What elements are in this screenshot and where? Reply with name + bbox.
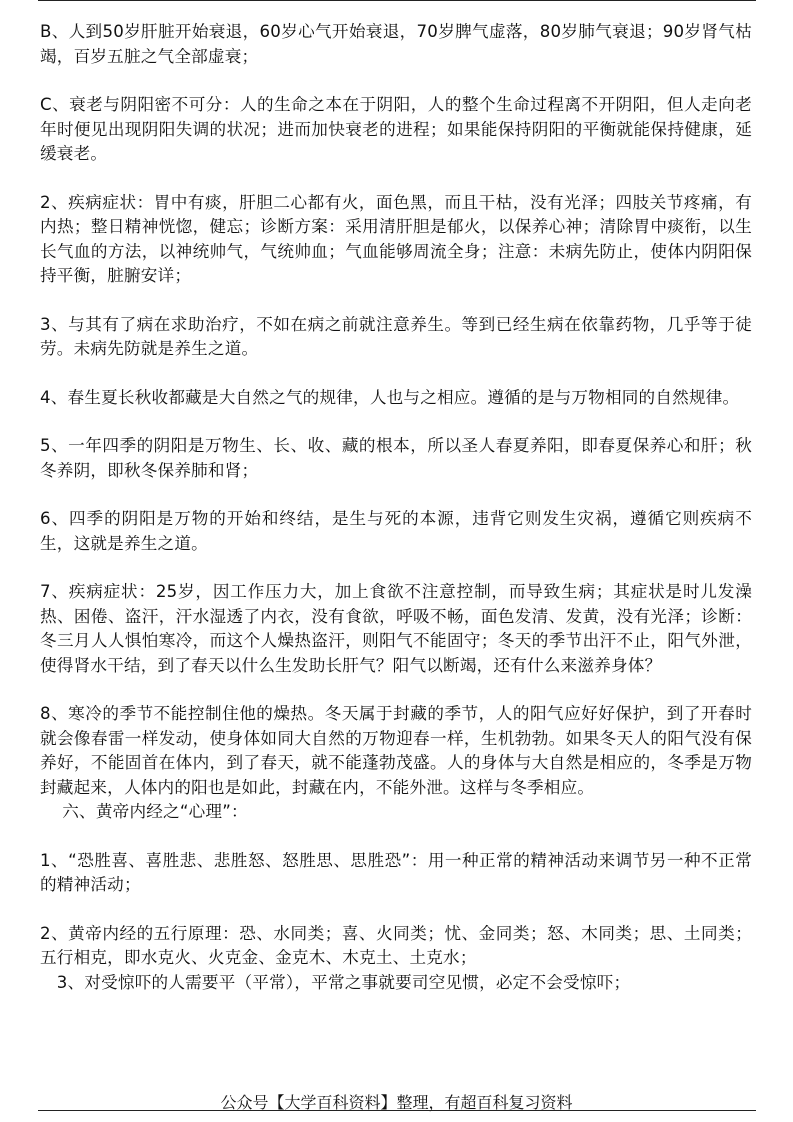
paragraph-3-fright: 3、对受惊吓的人需要平（平常），平常之事就要司空见惯，必定不会受惊吓； xyxy=(40,972,631,992)
paragraph-5-four-seasons: 5、一年四季的阴阳是万物生、长、收、藏的根本，所以圣人春夏养阳，即春夏保养心和肝；秋冬养阴，即秋冬保养肺和肾； xyxy=(40,436,752,480)
paragraph-8-winter: 8、寒冷的季节不能控制住他的燥热。冬天属于封藏的季节，人的阳气应好好保护，到了开春时就会像春雷一样发动，使身体如同大自然的万物迎春一样，生机勃勃。如果冬天人的阳气没有保养好，不能固首在体内，到了春天，就不能蓬勃茂盛。人的身体与大自然是相应的，冬季是万物封藏起来，人体内的阳也是如此，封藏在内，不能外泄。这样与冬季相应。 xyxy=(40,704,752,797)
footer-note: 公众号【大学百科资料】整理，有超百科复习资料 xyxy=(220,1093,573,1112)
paragraph-gap xyxy=(40,483,752,507)
paragraph-gap xyxy=(40,410,752,434)
paragraph-gap xyxy=(40,825,752,849)
paragraph-c-aging-yin-yang: C、衰老与阴阳密不可分：人的生命之本在于阴阳，人的整个生命过程离不开阴阳，但人走向老年时便见出现阴阳失调的状况；进而加快衰老的进程；如果能保持阴阳的平衡就能保持健康，延缓衰老。 xyxy=(40,95,752,163)
paragraph-3-prevention: 3、与其有了病在求助治疗，不如在病之前就注意养生。等到已经生病在依靠药物，几乎等于徒劳。未病先防就是养生之道。 xyxy=(40,314,752,358)
paragraph-b-liver-decline: B、人到50岁肝脏开始衰退，60岁心气开始衰退，70岁脾气虚落，80岁肺气衰退；90岁肾气枯竭，百岁五脏之气全部虚衰； xyxy=(40,22,752,66)
paragraph-gap xyxy=(40,678,752,702)
document-body xyxy=(40,20,752,995)
paragraph-gap xyxy=(40,289,752,313)
paragraph-gap xyxy=(40,69,752,93)
header-rule xyxy=(38,0,756,1)
paragraph-2-symptoms: 2、疾病症状：胃中有痰，肝胆二心都有火，面色黑，而且干枯，没有光泽；四肢关节疼痛，有内热；整日精神恍惚，健忘；诊断方案：采用清肝胆是郁火，以保养心神；清除胃中痰衔，以生长气血的方法，以神统帅气，气统帅血；气血能够周流全身；注意：未病先防止，使体内阴阳保持平衡，脏腑安详； xyxy=(40,192,752,285)
paragraph-6-yin-yang-source: 6、四季的阴阳是万物的开始和终结，是生与死的本源，违背它则发生灾祸，遵循它则疾病不生，这就是养生之道。 xyxy=(40,509,752,553)
paragraph-2-five-elements: 2、黄帝内经的五行原理：恐、水同类；喜、火同类；忧、金同类；怒、木同类；思、土同类；五行相克，即水克火、火克金、金克木、木克土、土克水； xyxy=(40,923,752,967)
paragraph-gap xyxy=(40,898,752,922)
section-heading-psychology: 六、黄帝内经之“心理”： xyxy=(40,802,248,821)
paragraph-7-case-symptoms: 7、疾病症状：25岁，因工作压力大，加上食欲不注意控制，而导致生病；其症状是时儿发澡热、困倦、盗汗，汗水湿透了内衣，没有食欲，呼吸不畅，面色发清、发黄，没有光泽；诊断：冬三月人人惧怕寒冷，而这个人燥热盗汗，则阳气不能固守；冬天的季节出汗不止，阳气外泄，使得肾水干结，到了春天以什么生发助长肝气？阳气以断竭，还有什么来滋养身体？ xyxy=(40,582,752,675)
paragraph-gap xyxy=(40,167,752,191)
paragraph-4-seasons: 4、春生夏长秋收都藏是大自然之气的规律，人也与之相应。遵循的是与万物相同的自然规律。 xyxy=(40,387,740,407)
footer-rule xyxy=(38,1110,756,1111)
paragraph-1-emotions: 1、“恐胜喜、喜胜悲、悲胜怒、怒胜思、思胜恐”：用一种正常的精神活动来调节另一种不正常的精神活动； xyxy=(40,850,752,894)
paragraph-gap xyxy=(40,556,752,580)
paragraph-gap xyxy=(40,362,752,386)
